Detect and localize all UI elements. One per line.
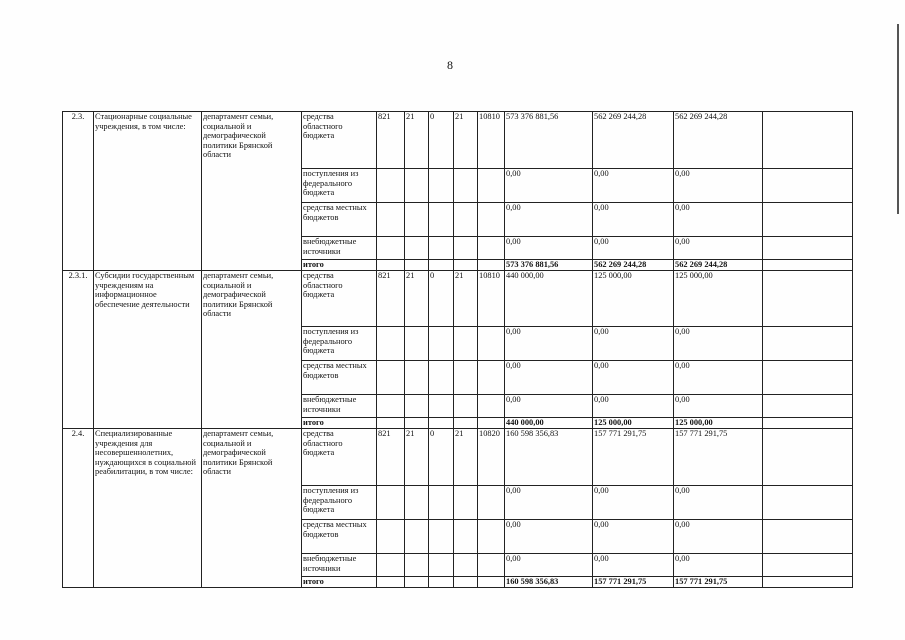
empty-cell <box>763 418 853 429</box>
empty-cell <box>763 429 853 486</box>
code-vr: 10810 <box>478 271 505 327</box>
total-year-2: 157 771 291,75 <box>593 577 674 588</box>
funding-source: средства областного бюджета <box>302 112 377 169</box>
total-year-2: 562 269 244,28 <box>593 260 674 271</box>
value-year-2: 157 771 291,75 <box>593 429 674 486</box>
value-year-1: 573 376 881,56 <box>505 112 593 169</box>
item-number: 2.3.1. <box>63 271 94 429</box>
item-number: 2.4. <box>63 429 94 588</box>
code-rz: 21 <box>405 429 429 486</box>
value-year-1: 0,00 <box>505 361 593 395</box>
department: департамент семьи, социальной и демографической политики Брянской области <box>202 271 302 429</box>
code-grbs: 821 <box>377 429 405 486</box>
funding-source: средства местных бюджетов <box>302 203 377 237</box>
table-row <box>63 429 853 486</box>
total-year-1: 160 598 356,83 <box>505 577 593 588</box>
empty-cell <box>763 554 853 577</box>
code-grbs: 821 <box>377 271 405 327</box>
funding-source-total: итого <box>302 418 377 429</box>
value-year-3: 0,00 <box>674 203 763 237</box>
funding-source: поступления из федерального бюджета <box>302 169 377 203</box>
department: департамент семьи, социальной и демографической политики Брянской области <box>202 112 302 271</box>
code-csr: 21 <box>454 429 478 486</box>
value-year-1: 0,00 <box>505 327 593 361</box>
value-year-2: 0,00 <box>593 486 674 520</box>
empty-cell <box>763 327 853 361</box>
empty-cell <box>763 203 853 237</box>
code-rz: 21 <box>405 112 429 169</box>
value-year-3: 0,00 <box>674 395 763 418</box>
value-year-1: 0,00 <box>505 554 593 577</box>
value-year-2: 0,00 <box>593 203 674 237</box>
total-year-3: 157 771 291,75 <box>674 577 763 588</box>
value-year-3: 562 269 244,28 <box>674 112 763 169</box>
table-row <box>63 112 853 169</box>
funding-source: внебюджетные источники <box>302 237 377 260</box>
item-number: 2.3. <box>63 112 94 271</box>
value-year-2: 0,00 <box>593 169 674 203</box>
code-pr: 0 <box>429 271 454 327</box>
value-year-2: 0,00 <box>593 520 674 554</box>
code-csr: 21 <box>454 112 478 169</box>
empty-cell <box>763 361 853 395</box>
value-year-2: 0,00 <box>593 237 674 260</box>
value-year-1: 0,00 <box>505 169 593 203</box>
code-vr: 10810 <box>478 112 505 169</box>
value-year-1: 0,00 <box>505 486 593 520</box>
value-year-1: 0,00 <box>505 395 593 418</box>
funding-source: поступления из федерального бюджета <box>302 327 377 361</box>
total-year-3: 125 000,00 <box>674 418 763 429</box>
funding-source: поступления из федерального бюджета <box>302 486 377 520</box>
value-year-2: 0,00 <box>593 395 674 418</box>
empty-cell <box>763 486 853 520</box>
department: департамент семьи, социальной и демографической политики Брянской области <box>202 429 302 588</box>
value-year-1: 0,00 <box>505 203 593 237</box>
funding-source: внебюджетные источники <box>302 554 377 577</box>
empty-cell <box>763 520 853 554</box>
scan-edge-line <box>897 24 899 214</box>
code-csr: 21 <box>454 271 478 327</box>
value-year-1: 160 598 356,83 <box>505 429 593 486</box>
value-year-2: 0,00 <box>593 327 674 361</box>
page-number: 8 <box>447 58 453 72</box>
table-row <box>63 271 853 327</box>
code-vr: 10820 <box>478 429 505 486</box>
value-year-1: 0,00 <box>505 520 593 554</box>
value-year-2: 562 269 244,28 <box>593 112 674 169</box>
value-year-1: 440 000,00 <box>505 271 593 327</box>
code-pr: 0 <box>429 112 454 169</box>
value-year-3: 0,00 <box>674 361 763 395</box>
empty-cell <box>763 169 853 203</box>
value-year-3: 0,00 <box>674 520 763 554</box>
value-year-3: 0,00 <box>674 554 763 577</box>
total-year-2: 125 000,00 <box>593 418 674 429</box>
funding-source: средства местных бюджетов <box>302 520 377 554</box>
empty-cell <box>763 577 853 588</box>
funding-source: средства областного бюджета <box>302 271 377 327</box>
empty-cell <box>763 112 853 169</box>
budget-table <box>62 111 853 588</box>
funding-source: средства областного бюджета <box>302 429 377 486</box>
funding-source-total: итого <box>302 577 377 588</box>
value-year-3: 0,00 <box>674 169 763 203</box>
code-pr: 0 <box>429 429 454 486</box>
empty-cell <box>763 260 853 271</box>
value-year-3: 157 771 291,75 <box>674 429 763 486</box>
code-rz: 21 <box>405 271 429 327</box>
funding-source: средства местных бюджетов <box>302 361 377 395</box>
total-year-3: 562 269 244,28 <box>674 260 763 271</box>
value-year-3: 125 000,00 <box>674 271 763 327</box>
value-year-3: 0,00 <box>674 327 763 361</box>
funding-source: внебюджетные источники <box>302 395 377 418</box>
total-year-1: 573 376 881,56 <box>505 260 593 271</box>
empty-cell <box>763 395 853 418</box>
item-name: Специализированные учреждения для несовершеннолетних, нуждающихся в социальной реабилитации, в том числе: <box>94 429 202 588</box>
value-year-1: 0,00 <box>505 237 593 260</box>
value-year-2: 0,00 <box>593 554 674 577</box>
total-year-1: 440 000,00 <box>505 418 593 429</box>
item-name: Стационарные социальные учреждения, в том числе: <box>94 112 202 271</box>
code-grbs: 821 <box>377 112 405 169</box>
value-year-2: 125 000,00 <box>593 271 674 327</box>
empty-cell <box>763 237 853 260</box>
empty-cell <box>763 271 853 327</box>
funding-source-total: итого <box>302 260 377 271</box>
value-year-3: 0,00 <box>674 237 763 260</box>
value-year-3: 0,00 <box>674 486 763 520</box>
value-year-2: 0,00 <box>593 361 674 395</box>
item-name: Субсидии государственным учреждениям на информационное обеспечение деятельности <box>94 271 202 429</box>
